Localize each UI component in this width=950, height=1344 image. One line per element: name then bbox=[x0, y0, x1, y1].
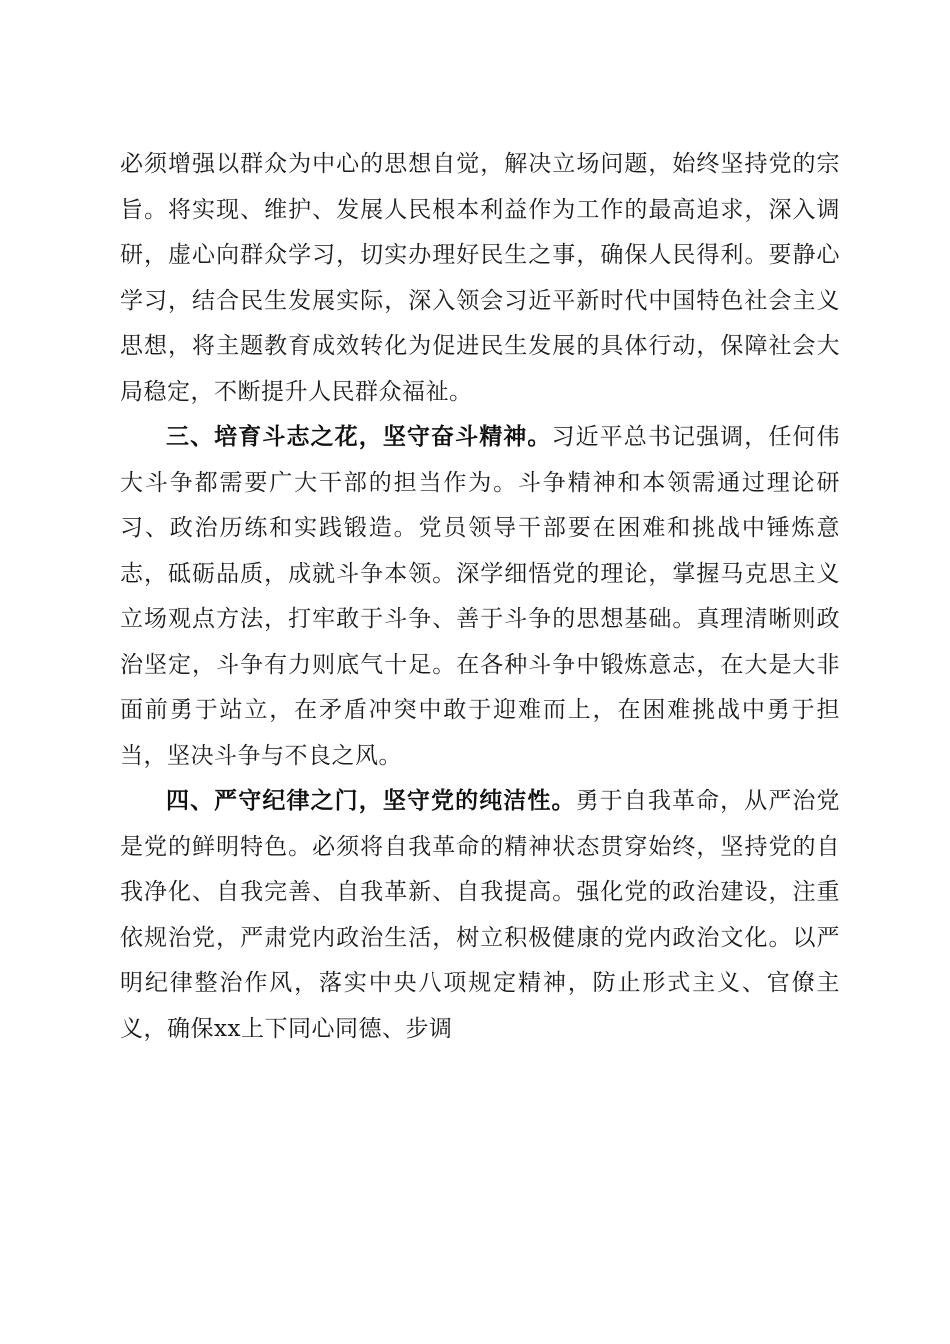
section-heading-three: 三、培育斗志之花，坚守奋斗精神。 bbox=[166, 424, 552, 450]
paragraph-body-text: 习近平总书记强调，任何伟大斗争都需要广大干部的担当作为。斗争精神和本领需通过理论研习、政治历练和实践锻造。党员领导干部要在困难和挑战中锤炼意志，砥砺品质，成就斗争本领。深学细悟党的理论，掌握马克思主义立场观点方法，打牢敢于斗争、善于斗争的思想基础。真理清晰则政治坚定，斗争有力则底气十足。在各种斗争中锻炼意志，在大是大非面前勇于站立，在矛盾冲突中敢于迎难而上，在困难挑战中勇于担当，坚决斗争与不良之风。 bbox=[120, 424, 841, 769]
paragraph-people-centered bbox=[120, 142, 840, 415]
section-heading-four: 四、严守纪律之门，坚守党的纯洁性。 bbox=[166, 788, 576, 814]
document-body bbox=[120, 142, 840, 1052]
paragraph-party-discipline bbox=[120, 779, 840, 1052]
paragraph-body-text: 勇于自我革命，从严治党是党的鲜明特色。必须将自我革命的精神状态贯穿始终，坚持党的自我净化、自我完善、自我革新、自我提高。强化党的政治建设，注重依规治党，严肃党内政治生活，树立积极健康的党内政治文化。以严明纪律整治作风，落实中央八项规定精神，防止形式主义、官僚主义，确保xx上下同心同德、步调 bbox=[120, 788, 841, 1042]
paragraph-body-text: 必须增强以群众为中心的思想自觉，解决立场问题，始终坚持党的宗旨。将实现、维护、发展人民根本利益作为工作的最高追求，深入调研，虚心向群众学习，切实办理好民生之事，确保人民得利。要静心学习，结合民生发展实际，深入领会习近平新时代中国特色社会主义思想，将主题教育成效转化为促进民生发展的具体行动，保障社会大局稳定，不断提升人民群众福祉。 bbox=[120, 151, 840, 405]
paragraph-struggle-spirit bbox=[120, 415, 840, 779]
